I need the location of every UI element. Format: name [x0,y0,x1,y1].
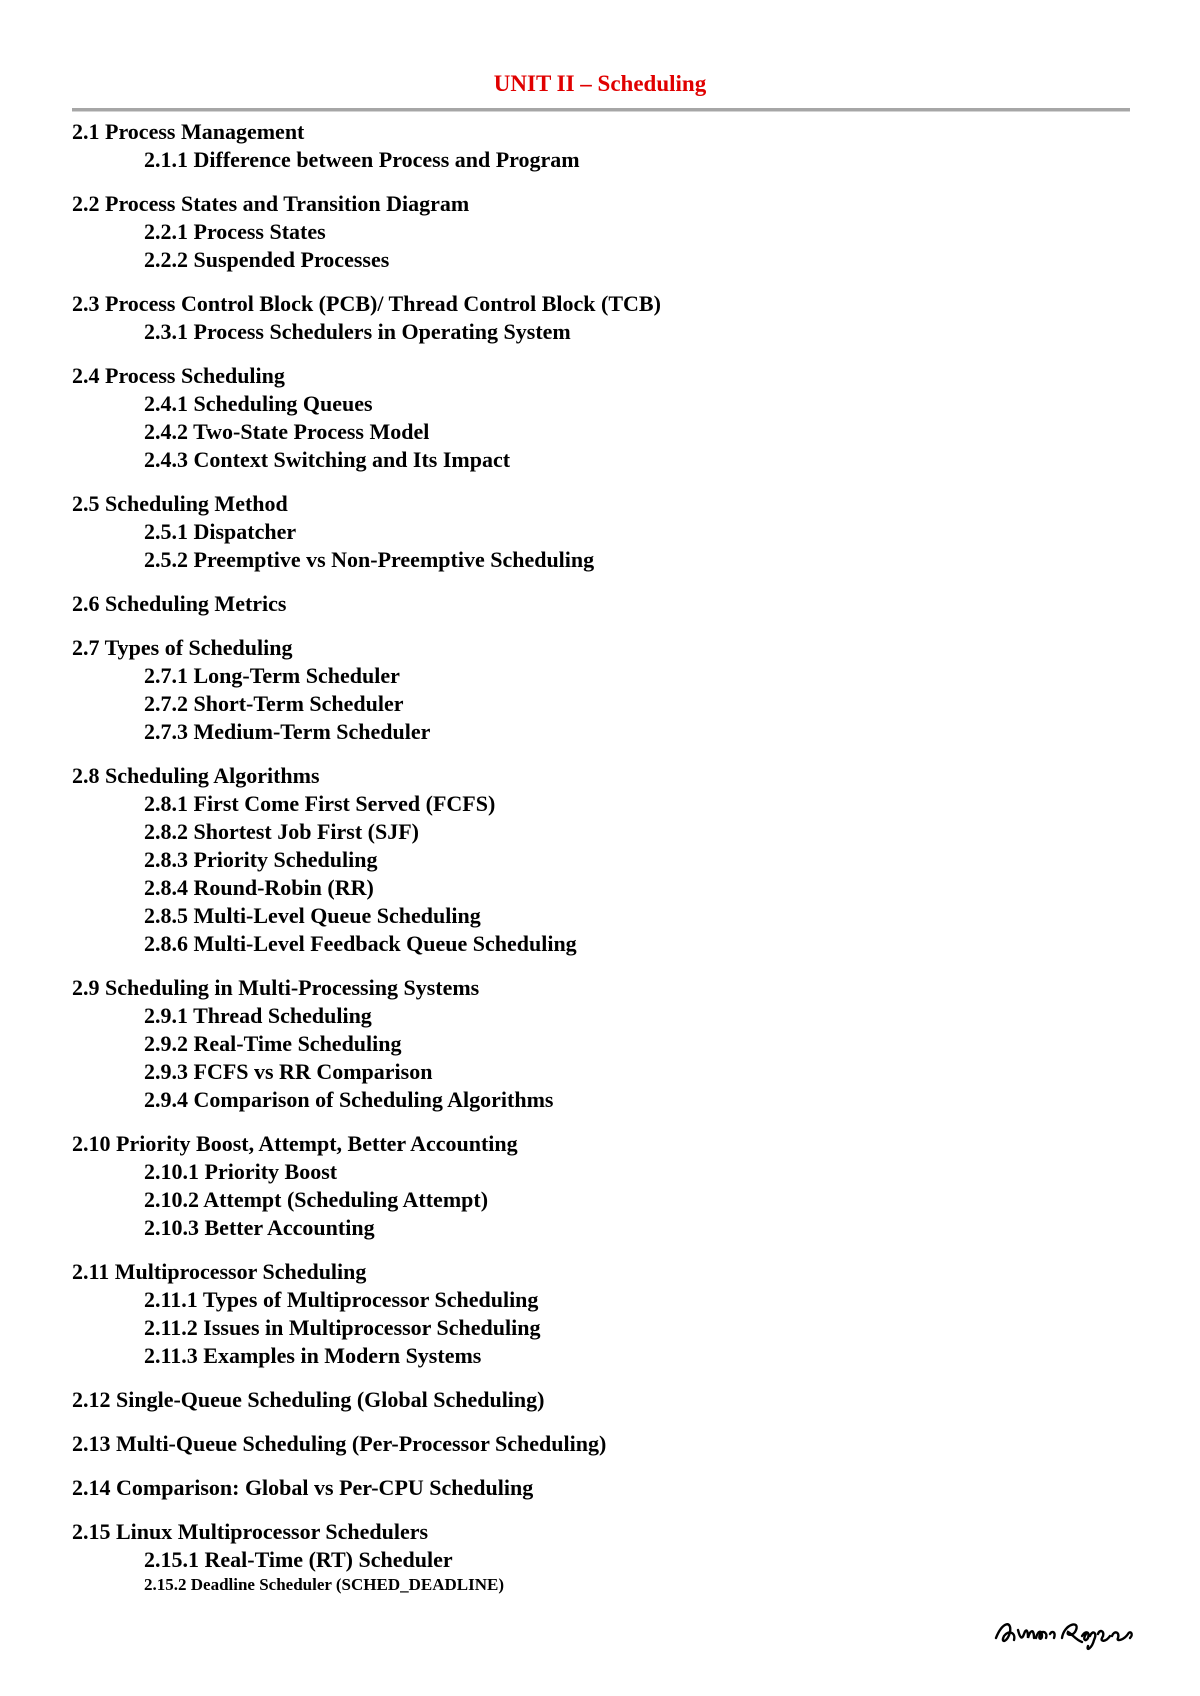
toc-section [72,1474,1132,1502]
toc-section [72,362,1132,474]
toc-main-heading: 2.4 Process Scheduling [72,363,285,388]
toc-sub-heading: 2.8.6 Multi-Level Feedback Queue Scheduling [144,931,577,956]
toc-sub-heading: 2.7.2 Short-Term Scheduler [144,691,404,716]
toc-sub-heading: 2.8.2 Shortest Job First (SJF) [144,819,419,844]
toc-sub-heading: 2.10.1 Priority Boost [144,1159,338,1184]
toc-main-heading: 2.8 Scheduling Algorithms [72,763,320,788]
toc-section [72,1518,1132,1596]
toc-main-heading: 2.3 Process Control Block (PCB)/ Thread Control Block (TCB) [72,291,661,316]
toc-sub-heading: 2.11.1 Types of Multiprocessor Scheduling [144,1287,539,1312]
toc-main-heading: 2.7 Types of Scheduling [72,635,293,660]
toc-main-heading: 2.14 Comparison: Global vs Per-CPU Scheduling [72,1475,534,1500]
toc-main-heading: 2.5 Scheduling Method [72,491,288,516]
toc-section [72,118,1132,174]
toc-sub-heading: 2.8.1 First Come First Served (FCFS) [144,791,496,816]
toc-sub-heading: 2.2.2 Suspended Processes [144,247,390,272]
toc-sub-heading: 2.9.2 Real-Time Scheduling [144,1031,402,1056]
toc-section [72,1258,1132,1370]
toc-sub-heading: 2.10.2 Attempt (Scheduling Attempt) [144,1187,489,1212]
toc-main-heading: 2.10 Priority Boost, Attempt, Better Accounting [72,1131,518,1156]
toc-main-heading: 2.6 Scheduling Metrics [72,591,287,616]
toc-sub-heading: 2.8.4 Round-Robin (RR) [144,875,374,900]
toc-sub-heading: 2.11.3 Examples in Modern Systems [144,1343,482,1368]
toc-section [72,1130,1132,1242]
toc-main-heading: 2.12 Single-Queue Scheduling (Global Scheduling) [72,1387,545,1412]
toc-sub-heading: 2.2.1 Process States [144,219,326,244]
toc-sub-heading: 2.10.3 Better Accounting [144,1215,375,1240]
toc-section [72,762,1132,958]
toc-sub-heading: 2.4.2 Two-State Process Model [144,419,430,444]
toc-sub-heading: 2.7.1 Long-Term Scheduler [144,663,400,688]
toc-sub-heading: 2.9.3 FCFS vs RR Comparison [144,1059,433,1084]
toc-main-heading: 2.15 Linux Multiprocessor Schedulers [72,1519,429,1544]
page-title: UNIT II – Scheduling [493,71,707,96]
toc-sub-heading: 2.8.3 Priority Scheduling [144,847,378,872]
toc-main-heading: 2.2 Process States and Transition Diagram [72,191,470,216]
toc-main-heading: 2.1 Process Management [72,119,305,144]
toc-sub-heading: 2.1.1 Difference between Process and Program [144,147,580,172]
toc-main-heading: 2.11 Multiprocessor Scheduling [72,1259,367,1284]
toc-sub-heading: 2.7.3 Medium-Term Scheduler [144,719,431,744]
toc-sub-heading: 2.15.2 Deadline Scheduler (SCHED_DEADLINE) [144,1575,505,1594]
toc-sub-heading: 2.9.4 Comparison of Scheduling Algorithms [144,1087,554,1112]
toc-sub-heading: 2.15.1 Real-Time (RT) Scheduler [144,1547,453,1572]
table-of-contents [72,118,1132,1612]
toc-sub-heading: 2.5.2 Preemptive vs Non-Preemptive Scheduling [144,547,595,572]
title-divider [72,108,1130,112]
toc-main-heading: 2.13 Multi-Queue Scheduling (Per-Processor Scheduling) [72,1431,607,1456]
toc-sub-heading: 2.3.1 Process Schedulers in Operating System [144,319,571,344]
toc-sub-heading: 2.11.2 Issues in Multiprocessor Scheduling [144,1315,541,1340]
toc-section [72,634,1132,746]
toc-sub-heading: 2.4.3 Context Switching and Its Impact [144,447,511,472]
toc-section [72,190,1132,274]
toc-sub-heading: 2.8.5 Multi-Level Queue Scheduling [144,903,481,928]
handwritten-signature [990,1608,1140,1656]
toc-sub-heading: 2.5.1 Dispatcher [144,519,297,544]
toc-section [72,1430,1132,1458]
toc-section [72,974,1132,1114]
toc-section [72,490,1132,574]
toc-section [72,590,1132,618]
toc-section [72,290,1132,346]
toc-section [72,1386,1132,1414]
toc-sub-heading: 2.9.1 Thread Scheduling [144,1003,372,1028]
toc-main-heading: 2.9 Scheduling in Multi-Processing Systems [72,975,480,1000]
toc-sub-heading: 2.4.1 Scheduling Queues [144,391,373,416]
